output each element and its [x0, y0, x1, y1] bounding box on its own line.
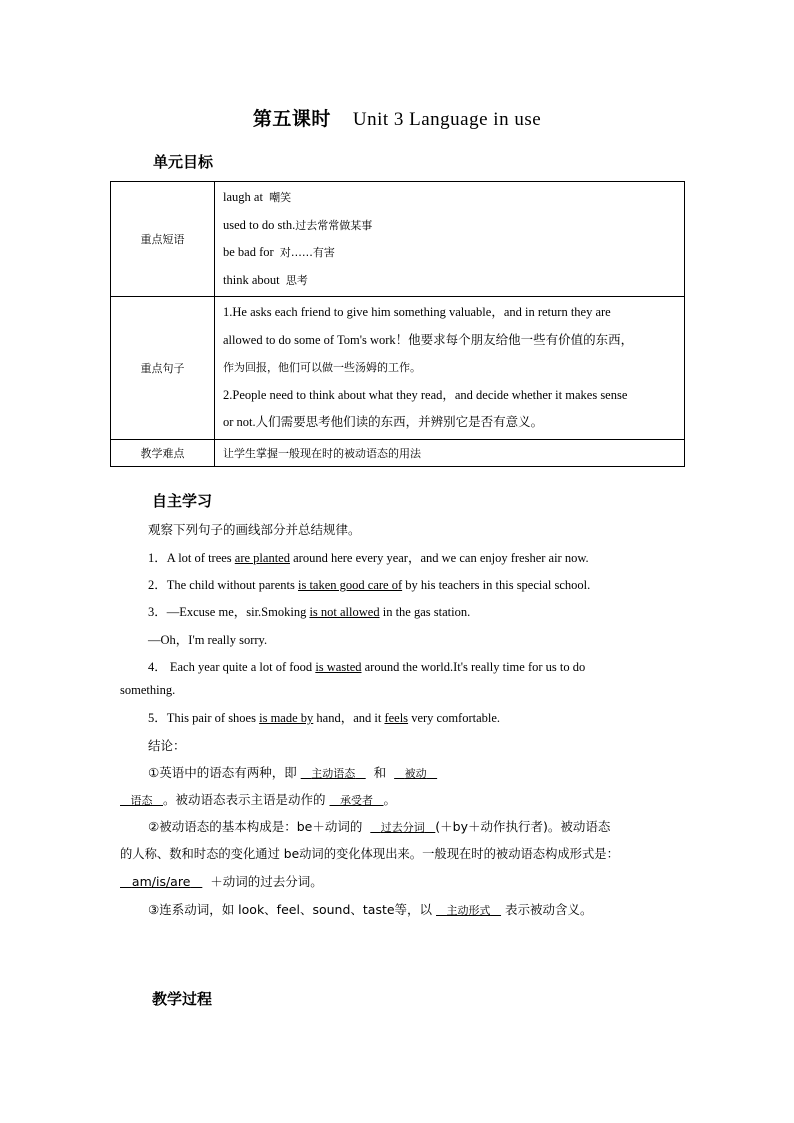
sentence-line: 2.People need to think about what they read，and decide whether it makes sense: [223, 387, 628, 402]
intro-text: 观察下列句子的画线部分并总结规律。: [148, 522, 361, 537]
conclusion-1: ①英语中的语态有两种，即 主动语态 和 被动: [148, 765, 427, 780]
example-4-cont: something.: [120, 683, 176, 697]
conclusion-2-line2: 的人称、数和时态的变化通过 be动词的变化体现出来。一般现在时的被动语态构成形式是：: [120, 847, 619, 861]
title-en: Unit 3 Language in use: [352, 109, 542, 130]
section-process-heading: 教学过程: [152, 990, 213, 1008]
section-goals-heading: 单元目标: [153, 153, 214, 171]
conclusion-2: ②被动语态的基本构成是：be＋动词的 过去分词 (＋by＋动作执行者)。被动语态: [148, 819, 611, 834]
example-3: 3．—Excuse me，sir.Smoking is not allowed in the gas station.: [148, 605, 471, 619]
conclusion-3: ③连系动词，如 look、feel、sound、taste等，以 主动形式 表示被动含义。: [148, 902, 593, 917]
phrase-item: laugh at 嘲笑: [223, 190, 292, 204]
conclusion-1-cont: 语态 。被动语态表示主语是动作的 承受者 。: [130, 792, 397, 807]
sentence-line: allowed to do some of Tom's work！他要求每个朋友给他一些有价值的东西，: [223, 332, 634, 347]
example-2: 2．The child without parents is taken good care of by his teachers in this special school.: [148, 578, 591, 592]
title-zh: 第五课时: [252, 109, 331, 130]
phrase-item: think about 思考: [223, 272, 308, 287]
sentences-label: 重点句子: [111, 297, 215, 440]
sentence-line: 1.He asks each friend to give him something valuable，and in return they are: [223, 305, 611, 319]
example-1: 1．A lot of trees are planted around here every year，and we can enjoy fresher air now.: [148, 551, 589, 565]
difficulty-label: 教学难点: [111, 439, 215, 466]
conclusion-label: 结论：: [148, 738, 186, 753]
conclusion-2-line3: am/is/are ＋动词的过去分词。: [131, 874, 323, 889]
phrase-item: be bad for 对……有害: [223, 245, 335, 259]
example-3-reply: —Oh，I'm really sorry.: [148, 633, 268, 647]
sentence-line: or not.人们需要思考他们读的东西，并辨别它是否有意义。: [223, 415, 544, 429]
sentence-line: 作为回报，他们可以做一些汤姆的工作。: [223, 361, 421, 374]
phrase-item: used to do sth.过去常常做某事: [223, 217, 373, 232]
example-4: 4． Each year quite a lot of food is wasted around the world.It's really time for us to do: [148, 660, 586, 674]
example-5: 5．This pair of shoes is made by hand，and it feels very comfortable.: [148, 711, 501, 725]
phrases-label: 重点短语: [111, 182, 215, 297]
difficulty-text: 让学生掌握一般现在时的被动语态的用法: [223, 446, 421, 460]
section-self-study-heading: 自主学习: [152, 492, 213, 510]
